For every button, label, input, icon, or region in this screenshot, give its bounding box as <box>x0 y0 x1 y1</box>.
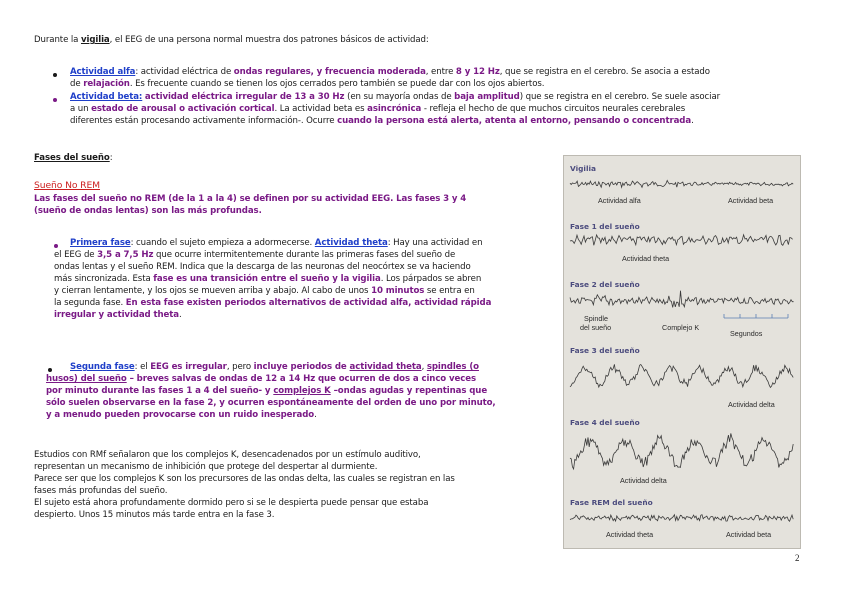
fase1-trace <box>570 235 793 246</box>
fase4-label-delta: Actividad delta <box>620 476 667 485</box>
fase3-label-delta: Actividad delta <box>728 400 775 409</box>
bullet-icon <box>48 368 52 372</box>
bullet-icon <box>53 73 57 77</box>
fases-heading: Fases del sueño: <box>34 153 113 163</box>
beta-line-1: Actividad beta: actividad eléctrica irregular de 13 a 30 Hz (en su mayoría ondas de baja amplitud) que se registra en el cerebro. Se suele asociar <box>70 92 721 102</box>
vigilia-title: Vigilia <box>570 164 597 173</box>
primera-line-5: y cierran lentamente, y los ojos se mueven arriba y abajo. Al cabo de unos 10 minutos se entra en <box>54 286 475 296</box>
primera-line-7: irregular y actividad theta. <box>54 310 182 320</box>
eeg-figure <box>563 155 801 549</box>
fase2-label-spindle: Spindle <box>584 314 608 323</box>
primera-line-6: la segunda fase. En esta fase existen periodos alternativos de actividad alfa, actividad rápida <box>54 298 492 308</box>
segunda-line-1: Segunda fase: el EEG es irregular, pero incluye periodos de actividad theta, spindles (o <box>70 362 479 372</box>
closing-line-2: representan un mecanismo de inhibición que protege del despertar al durmiente. <box>34 462 378 472</box>
alfa-term: Actividad alfa <box>70 67 136 77</box>
closing-line-3: Parece ser que los complejos K son los precursores de las ondas delta, las cuales se registran en las <box>34 474 455 484</box>
rem-title: Fase REM del sueño <box>570 498 653 507</box>
rem-label-beta: Actividad beta <box>726 530 772 539</box>
closing-line-1: Estudios con RMf señalaron que los complejos K, desencadenados por un estímulo auditivo, <box>34 450 421 460</box>
primera-line-4: más sincronizada. Esta fase es una transición entre el sueño y la vigilia. Los párpados se abren <box>54 274 482 284</box>
segunda-line-5: y a menudo pueden provocarse con un ruido inesperado. <box>46 410 317 420</box>
vigilia-trace <box>570 181 793 188</box>
closing-line-5: El sujeto está ahora profundamente dormido pero si se le despierta puede pensar que estaba <box>34 498 429 508</box>
seconds-scale-bar <box>724 314 788 318</box>
bullet-icon <box>54 244 58 248</box>
fase3-title: Fase 3 del sueño <box>570 346 640 355</box>
fase1-label-theta: Actividad theta <box>622 254 670 263</box>
fase2-label-spindle-2: del sueño <box>580 323 612 332</box>
vigilia-label-beta: Actividad beta <box>728 196 774 205</box>
rem-label-theta: Actividad theta <box>606 530 654 539</box>
primera-line-1: Primera fase: cuando el sujeto empieza a adormecerse. Actividad theta: Hay una actividad en <box>70 238 483 248</box>
fase4-trace <box>570 433 793 469</box>
fase2-label-segundos: Segundos <box>730 329 763 338</box>
beta-line-3: diferentes están procesando activamente información-. Ocurre cuando la persona está alerta, atenta al entorno, pensando o concentrada. <box>70 116 694 126</box>
fase4-title: Fase 4 del sueño <box>570 418 640 427</box>
alfa-line-1: Actividad alfa: actividad eléctrica de ondas regulares, y frecuencia moderada, entre 8 y 12 Hz, que se registra en el cerebro. Se asocia a estado <box>70 67 710 77</box>
rem-trace <box>570 515 793 522</box>
closing-line-6: despierto. Unos 15 minutos más tarde entra en la fase 3. <box>34 510 275 520</box>
vigilia-term: vigilia <box>80 35 110 45</box>
bullet-icon <box>53 98 57 102</box>
fase3-trace <box>570 364 793 387</box>
segunda-line-3: por minuto durante las fases 1 a 4 del sueño- y complejos K –ondas agudas y repentinas que <box>46 386 488 396</box>
primera-line-2: el EEG de 3,5 a 7,5 Hz que ocurre intermitentemente durante las primeras fases del sueño de <box>54 250 456 260</box>
alfa-line-2: de relajación. Es frecuente cuando se tienen los ojos cerrados pero también se puede dar con los ojos abiertos. <box>70 79 545 89</box>
primera-line-3: ondas lentas y el sueño REM. Indica que la descarga de las neuronas del neocórtex se va haciendo <box>54 262 471 272</box>
closing-line-4: fases más profundas del sueño. <box>34 486 168 496</box>
beta-term: Actividad beta: <box>70 92 143 102</box>
beta-line-2: a un estado de arousal o activación cortical. La actividad beta es asincrónica - refleja el hecho de que muchos circuitos neurales cerebrales <box>70 104 686 114</box>
page-number: 2 <box>795 553 800 563</box>
vigilia-label-alfa: Actividad alfa <box>598 196 641 205</box>
fase2-label-kcomplex: Complejo K <box>662 323 700 332</box>
norem-line-2: (sueño de ondas lentas) son las más profundas. <box>34 206 262 216</box>
segunda-line-2: husos) del sueño – breves salvas de ondas de 12 a 14 Hz que ocurren de dos a cinco veces <box>46 374 476 384</box>
norem-heading: Sueño No REM <box>34 180 101 191</box>
fase2-trace <box>570 291 794 308</box>
norem-line-1: Las fases del sueño no REM (de la 1 a la 4) se definen por su actividad EEG. Las fases 3 y 4 <box>34 194 467 204</box>
segunda-line-4: sólo suelen observarse en la fase 2, y ocurren espontáneamente del orden de uno por minuto, <box>46 398 496 408</box>
intro-paragraph: Durante la vigilia, el EEG de una persona normal muestra dos patrones básicos de actividad: <box>34 35 429 45</box>
fase2-title: Fase 2 del sueño <box>570 280 640 289</box>
fase1-title: Fase 1 del sueño <box>570 222 640 231</box>
